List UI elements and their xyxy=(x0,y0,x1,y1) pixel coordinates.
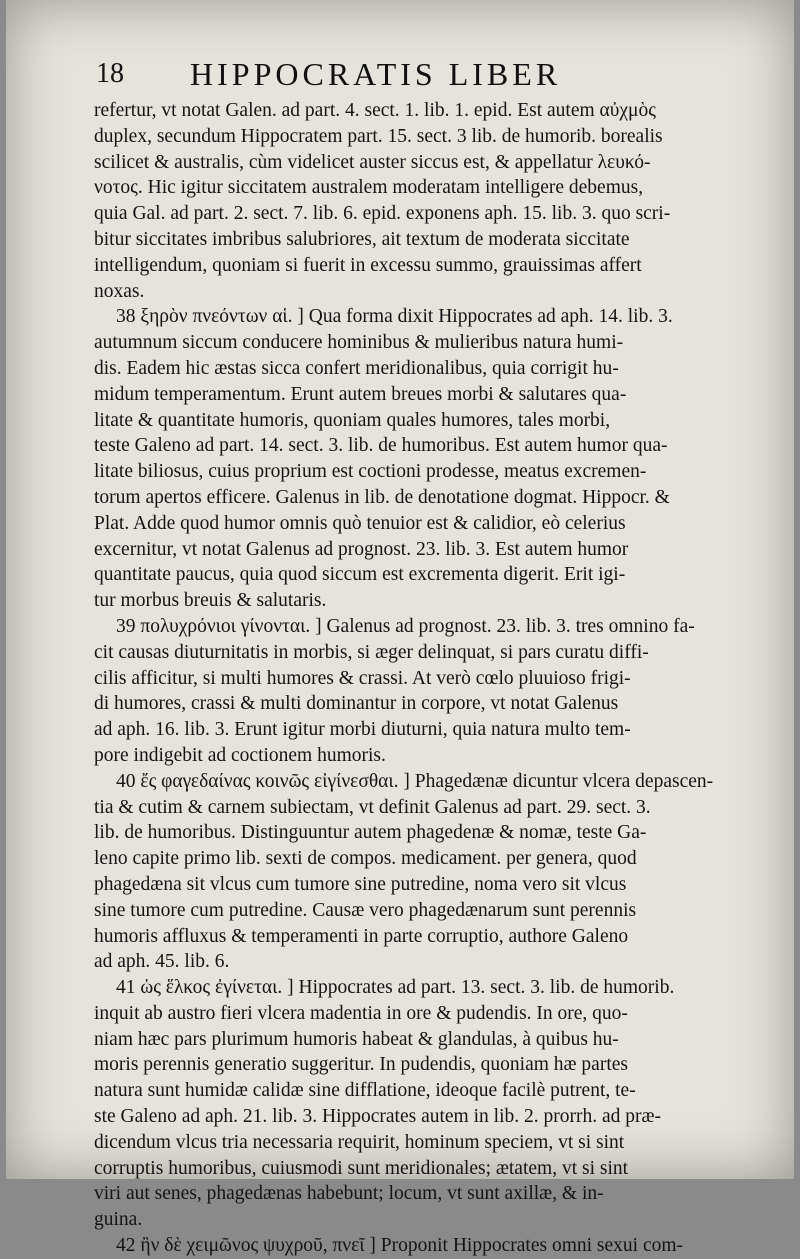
page-number: 18 xyxy=(96,58,124,89)
text-line: quantitate paucus, quia quod siccum est excrementa digerit. Erit igi- xyxy=(94,564,626,586)
text-line: νοτος. Hic igitur siccitatem australem moderatam intelligere debemus, xyxy=(94,177,644,199)
text-line: natura sunt humidæ calidæ sine difflatione, ideoque facilè putrent, te- xyxy=(94,1080,636,1102)
text-line: midum temperamentum. Erunt autem breues morbi & salutares qua- xyxy=(94,383,627,405)
text-line: sine tumore cum putredine. Causæ vero phagedænarum sunt perennis xyxy=(94,899,637,921)
text-line: lib. de humoribus. Distinguuntur autem phagedenæ & nomæ, teste Ga- xyxy=(94,822,647,844)
text-line: duplex, secundum Hippocratem part. 15. sect. 3 lib. de humorib. borealis xyxy=(94,125,663,147)
text-line: cilis afficitur, si multi humores & crassi. At verò cœlo pluuioso frigi- xyxy=(94,667,631,689)
text-line: cit causas diuturnitatis in morbis, si æger delinquat, si pars curatu diffi- xyxy=(94,641,649,663)
text-line: 42 ἢν δὲ χειμῶνος ψυχροῦ, πνεῖ ] Proponit Hippocrates omni sexui com- xyxy=(116,1235,684,1257)
text-line: guina. xyxy=(94,1209,143,1231)
text-line: pore indigebit ad coctionem humoris. xyxy=(94,744,386,766)
text-line: di humores, crassi & multi dominantur in corpore, vt notat Galenus xyxy=(94,693,619,715)
text-line: excernitur, vt notat Galenus ad prognost. 23. lib. 3. Est autem humor xyxy=(94,538,629,560)
text-line: niam hæc pars plurimum humoris habeat & glandulas, à quibus hu- xyxy=(94,1028,619,1050)
text-line: litate biliosus, cuius proprium est coctioni prodesse, meatus excremen- xyxy=(94,461,647,483)
text-line: scilicet & australis, cùm videlicet auster siccus est, & appellatur λευκό- xyxy=(94,151,651,173)
text-line: dis. Eadem hic æstas sicca confert meridionalibus, quia corrigit hu- xyxy=(94,357,619,379)
text-line: inquit ab austro fieri vlcera madentia in ore & pudendis. In ore, quo- xyxy=(94,1002,628,1024)
page-header xyxy=(90,56,740,96)
text-line: corruptis humoribus, cuiusmodi sunt meridionales; ætatem, vt si sint xyxy=(94,1157,629,1179)
text-line: 41 ὡς ἕλκος ἐγίνεται. ] Hippocrates ad part. 13. sect. 3. lib. de humorib. xyxy=(116,977,675,999)
text-line: viri aut senes, phagedænas habebunt; locum, vt sunt axillæ, & in- xyxy=(94,1183,604,1205)
text-line: 40 ἔς φαγεδαίνας κοινῶς εἰγίνεσθαι. ] Phagedænæ dicuntur vlcera depascen- xyxy=(116,770,714,792)
text-line: intelligendum, quoniam si fuerit in excessu summo, grauissimas affert xyxy=(94,254,642,276)
text-line: ad aph. 45. lib. 6. xyxy=(94,951,230,973)
text-line: tia & cutim & carnem subiectam, vt definit Galenus ad part. 29. sect. 3. xyxy=(94,796,651,818)
text-line: dicendum vlcus tria necessaria requirit, hominum speciem, vt si sint xyxy=(94,1131,625,1153)
body-text xyxy=(94,98,744,1259)
text-line: litate & quantitate humoris, quoniam quales humores, tales morbi, xyxy=(94,409,611,431)
text-line: humoris affluxus & temperamenti in parte corruptio, authore Galeno xyxy=(94,925,629,947)
text-line: 39 πολυχρόνιοι γίνονται. ] Galenus ad prognost. 23. lib. 3. tres omnino fa- xyxy=(116,615,695,637)
text-line: moris perennis generatio suggeritur. In pudendis, quoniam hæ partes xyxy=(94,1054,628,1076)
text-line: torum apertos efficere. Galenus in lib. de denotatione dogmat. Hippocr. & xyxy=(94,486,670,508)
text-line: ste Galeno ad aph. 21. lib. 3. Hippocrates autem in lib. 2. prorrh. ad præ- xyxy=(94,1106,661,1128)
text-line: quia Gal. ad part. 2. sect. 7. lib. 6. epid. exponens aph. 15. lib. 3. quo scri- xyxy=(94,203,671,225)
text-line: autumnum siccum conducere hominibus & mulieribus natura humi- xyxy=(94,332,624,354)
text-line: refertur, vt notat Galen. ad part. 4. sect. 1. lib. 1. epid. Est autem αὐχμὸς xyxy=(94,100,656,121)
text-line: Plat. Adde quod humor omnis quò tenuior est & calidior, eò celerius xyxy=(94,512,626,534)
text-line: 38 ξηρὸν πνεόντων αἱ. ] Qua forma dixit Hippocrates ad aph. 14. lib. 3. xyxy=(116,306,673,328)
text-line: ad aph. 16. lib. 3. Erunt igitur morbi diuturni, quia natura multo tem- xyxy=(94,719,631,741)
book-page xyxy=(6,0,794,1257)
text-line: leno capite primo lib. sexti de compos. medicament. per genera, quod xyxy=(94,848,637,870)
text-line: noxas. xyxy=(94,280,145,302)
text-line: phagedæna sit vlcus cum tumore sine putredine, noma vero sit vlcus xyxy=(94,873,627,895)
text-line: bitur siccitates imbribus salubriores, ait textum de moderata siccitate xyxy=(94,228,630,250)
running-title: HIPPOCRATIS LIBER xyxy=(190,56,562,92)
text-line: teste Galeno ad part. 14. sect. 3. lib. de humoribus. Est autem humor qua- xyxy=(94,435,668,457)
text-line: tur morbus breuis & salutaris. xyxy=(94,590,327,612)
